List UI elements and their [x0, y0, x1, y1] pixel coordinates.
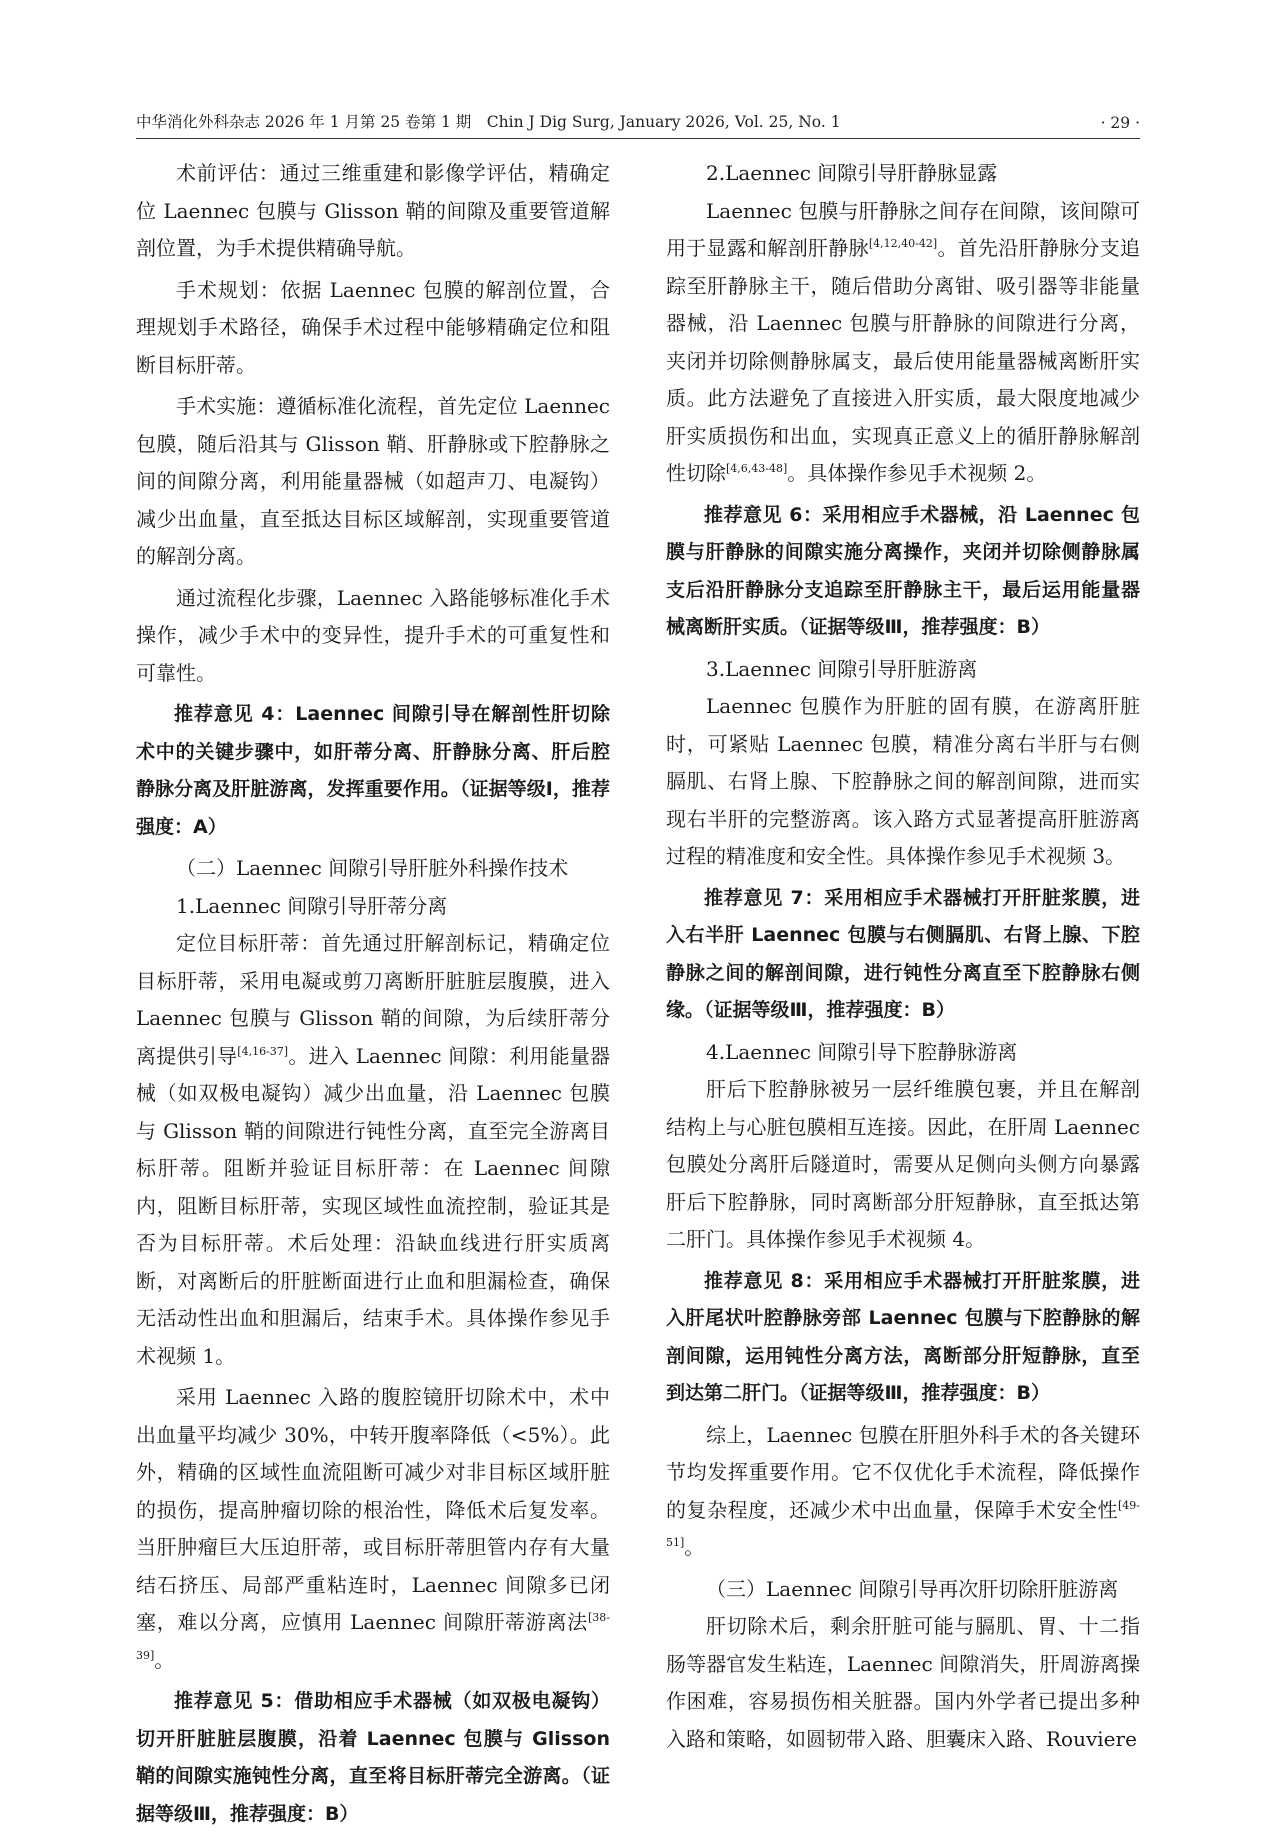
body-paragraph: [666, 688, 1140, 876]
paragraph-text: 。: [684, 1535, 705, 1559]
citation-ref: [38-39]: [136, 1611, 610, 1662]
paragraph-text: 推荐意见 4：Laennec 间隙引导在解剖性肝切除术中的关键步骤中，如肝蒂分离、肝静脉分离、肝后腔静脉分离及肝脏游离，发挥重要作用。（证据等级Ⅰ，推荐强度：A）: [136, 703, 610, 838]
body-paragraph: [666, 1417, 1140, 1567]
paragraph-text: 。: [154, 1647, 175, 1672]
body-paragraph: [136, 925, 610, 1375]
paragraph-text: 推荐意见 7：采用相应手术器械打开肝脏浆膜，进入右半肝 Laennec 包膜与右侧膈肌、右肾上腺、下腔静脉之间的解剖间隙，进行钝性分离直至下腔静脉右侧缘。（证据等级Ⅲ，推荐强度：B）: [666, 886, 1140, 1021]
section-heading: [666, 1571, 1140, 1609]
section-heading: [666, 155, 1140, 193]
citation-ref: [49-51]: [666, 1498, 1140, 1549]
section-heading: [666, 1034, 1140, 1072]
paragraph-text: 2.Laennec 间隙引导肝静脉显露: [706, 161, 998, 185]
paragraph-text: 手术实施：遵循标准化流程，首先定位 Laennec 包膜，随后沿其与 Glisson 鞘、肝静脉或下腔静脉之间的间隙分离，利用能量器械（如超声刀、电凝钩）减少出血量，直至抵达目标区域解剖，实现重要管道的解剖分离。: [136, 394, 610, 568]
page-number: · 29 ·: [1100, 114, 1140, 132]
body-paragraph: [136, 1379, 610, 1679]
section-heading: [136, 850, 610, 888]
paragraph-text: 推荐意见 5：借助相应手术器械（如双极电凝钩）切开肝脏脏层腹膜，沿着 Laennec 包膜与 Glisson 鞘的间隙实施钝性分离，直至将目标肝蒂完全游离。（证据等级Ⅲ，推荐强度：B）: [136, 1690, 610, 1825]
paragraph-text: 肝切除术后，剩余肝脏可能与膈肌、胃、十二指肠等器官发生粘连，Laennec 间隙消失，肝周游离操作困难，容易损伤相关脏器。国内外学者已提出多种入路和策略，如圆韧带入路、胆囊床入路、Rouviere: [666, 1614, 1140, 1751]
body-paragraph: [666, 1071, 1140, 1259]
recommendation-paragraph: [136, 696, 610, 846]
paragraph-text: Laennec 包膜与肝静脉之间存在间隙，该间隙可用于显露和解剖肝静脉: [666, 198, 1140, 260]
journal-citation: 中华消化外科杂志 2026 年 1 月第 25 卷第 1 期 Chin J Dig Surg, January 2026, Vol. 25, No. 1: [136, 113, 841, 131]
body-paragraph: [136, 580, 610, 693]
recommendation-paragraph: [136, 1683, 610, 1833]
body-paragraph: [666, 1608, 1140, 1758]
body-paragraph: [136, 388, 610, 576]
right-column: [666, 155, 1140, 1762]
paragraph-text: 。具体操作参见手术视频 2。: [787, 461, 1047, 485]
paragraph-text: 肝后下腔静脉被另一层纤维膜包裹，并且在解剖结构上与心脏包膜相互连接。因此，在肝周 Laennec 包膜处分离肝后隧道时，需要从足侧向头侧方向暴露肝后下腔静脉，同时离断部分肝短静脉，直至抵达第二肝门。具体操作参见手术视频 4。: [666, 1077, 1140, 1251]
recommendation-paragraph: [666, 497, 1140, 647]
body-paragraph: [666, 193, 1140, 493]
paragraph-text: 3.Laennec 间隙引导肝脏游离: [706, 656, 978, 681]
body-paragraph: [136, 272, 610, 385]
paragraph-text: 采用 Laennec 入路的腹腔镜肝切除术中，术中出血量平均减少 30%，中转开腹率降低（<5%）。此外，精确的区域性血流阻断可减少对非目标区域肝脏的损伤，提高肿瘤切除的根治性，降低术后复发率。当肝肿瘤巨大压迫肝蒂，或目标肝蒂胆管内存有大量结石挤压、局部严重粘连时，Laennec 间隙多已闭塞，难以分离，应慎用 Laennec 间隙肝蒂游离法: [136, 1385, 610, 1634]
citation-ref: [4,16-37]: [237, 1044, 289, 1058]
section-heading: [136, 888, 610, 926]
paragraph-text: 手术规划：依据 Laennec 包膜的解剖位置，合理规划手术路径，确保手术过程中能够精确定位和阻断目标肝蒂。: [136, 277, 610, 377]
paragraph-text: Laennec 包膜作为肝脏的固有膜，在游离肝脏时，可紧贴 Laennec 包膜，精准分离右半肝与右侧膈肌、右肾上腺、下腔静脉之间的解剖间隙，进而实现右半肝的完整游离。该入路方式显著提高肝脏游离过程的精准度和安全性。具体操作参见手术视频 3。: [666, 694, 1140, 868]
paragraph-text: （二）Laennec 间隙引导肝脏外科操作技术: [176, 856, 569, 880]
paragraph-text: 定位目标肝蒂：首先通过肝解剖标记，精确定位目标肝蒂，采用电凝或剪刀离断肝脏脏层腹膜，进入 Laennec 包膜与 Glisson 鞘的间隙，为后续肝蒂分离提供引导: [136, 931, 610, 1068]
paragraph-text: 1.Laennec 间隙引导肝蒂分离: [176, 893, 448, 918]
paragraph-text: 通过流程化步骤，Laennec 入路能够标准化手术操作，减少手术中的变异性，提升手术的可重复性和可靠性。: [136, 585, 610, 685]
body-paragraph: [136, 155, 610, 268]
citation-ref: [4,6,43-48]: [726, 462, 788, 475]
paragraph-text: 术前评估：通过三维重建和影像学评估，精确定位 Laennec 包膜与 Glisson 鞘的间隙及重要管道解剖位置，为手术提供精确导航。: [136, 161, 610, 260]
paragraph-text: 综上，Laennec 包膜在肝胆外科手术的各关键环节均发挥重要作用。它不仅优化手术流程，降低操作的复杂程度，还减少术中出血量，保障手术安全性: [666, 1422, 1140, 1522]
paragraph-text: 。首先沿肝静脉分支追踪至肝静脉主干，随后借助分离钳、吸引器等非能量器械，沿 Laennec 包膜与肝静脉的间隙进行分离，夹闭并切除侧静脉属支，最后使用能量器械离断肝实质。此方法避免了直接进入肝实质，最大限度地减少肝实质损伤和出血，实现真正意义上的循肝静脉解剖性切除: [666, 236, 1141, 485]
paragraph-text: 推荐意见 6：采用相应手术器械，沿 Laennec 包膜与肝静脉的间隙实施分离操作，夹闭并切除侧静脉属支后沿肝静脉分支追踪至肝静脉主干，最后运用能量器械离断肝实质。（证据等级Ⅲ，推荐强度：B）: [666, 503, 1140, 638]
recommendation-paragraph: [666, 1263, 1140, 1413]
running-header: [136, 104, 1140, 139]
citation-ref: [4,12,40-42]: [868, 237, 938, 250]
paragraph-text: 。进入 Laennec 间隙：利用能量器械（如双极电凝钩）减少出血量，沿 Laennec 包膜与 Glisson 鞘的间隙进行钝性分离，直至完全游离目标肝蒂。阻断并验证目标肝蒂：在 Laennec 间隙内，阻断目标肝蒂，实现区域性血流控制，验证其是否为目标肝蒂。术后处理：沿缺血线进行肝实质离断，对离断后的肝脏断面进行止血和胆漏检查，确保无活动性出血和胆漏后，结束手术。具体操作参见手术视频 1。: [136, 1043, 610, 1368]
left-column: [136, 155, 610, 1837]
section-heading: [666, 651, 1140, 689]
paragraph-text: 4.Laennec 间隙引导下腔静脉游离: [706, 1039, 1018, 1064]
recommendation-paragraph: [666, 880, 1140, 1030]
paragraph-text: （三）Laennec 间隙引导再次肝切除肝脏游离: [706, 1576, 1119, 1601]
paragraph-text: 推荐意见 8：采用相应手术器械打开肝脏浆膜，进入肝尾状叶腔静脉旁部 Laennec 包膜与下腔静脉的解剖间隙，运用钝性分离方法，离断部分肝短静脉，直至到达第二肝门。（证据等级Ⅲ，推荐强度：B）: [666, 1269, 1140, 1404]
